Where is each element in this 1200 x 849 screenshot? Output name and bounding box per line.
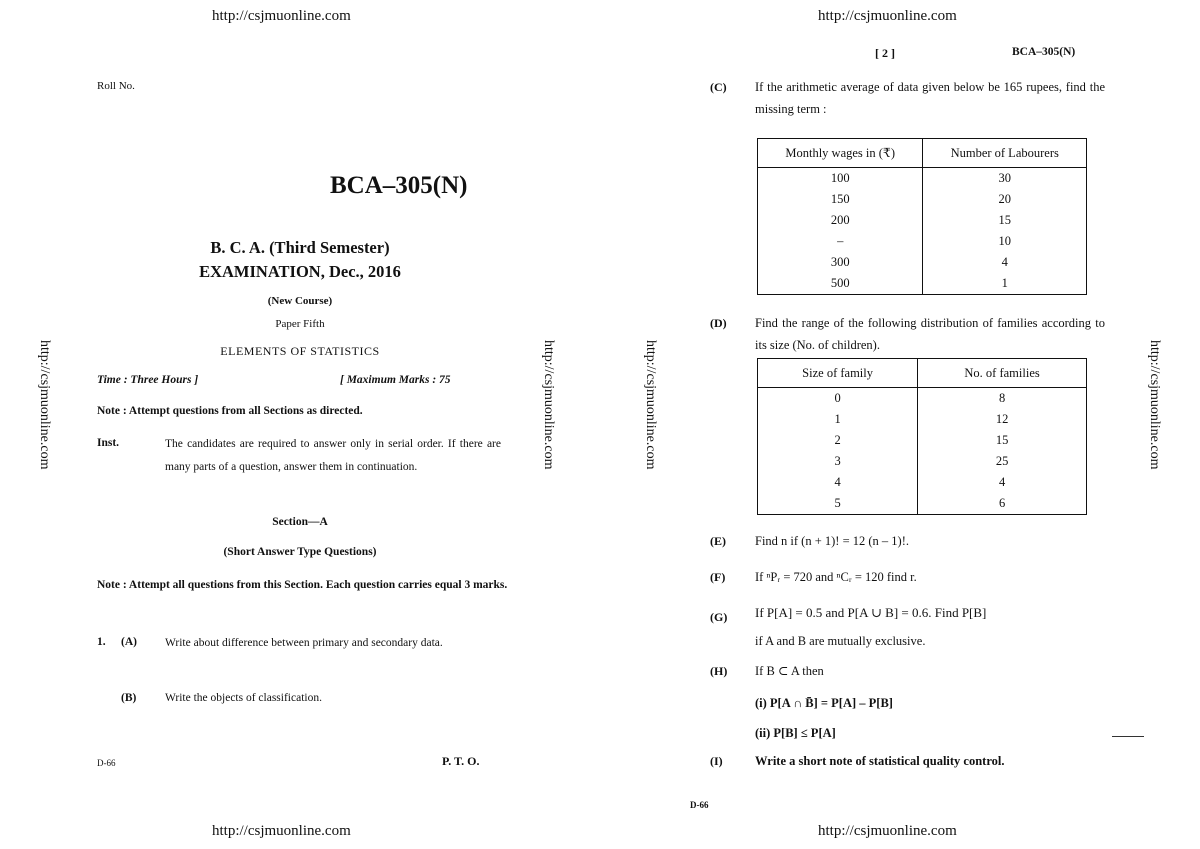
inst-text: The candidates are required to answer only in serial order. If there are many parts of a question, answer them in continuation.	[165, 438, 501, 473]
question-1-number: 1.	[97, 636, 106, 648]
side-url-mid-right: http://csjmuonline.com	[643, 340, 658, 470]
table-cell: 300	[758, 252, 923, 273]
exam-title-line2: EXAMINATION, Dec., 2016	[199, 262, 401, 281]
inst-label: Inst.	[97, 437, 120, 449]
question-h-part-ii: (ii) P[B] ≤ P[A]	[755, 726, 836, 740]
question-i-label: (I)	[710, 754, 723, 768]
question-1a-label: (A)	[121, 636, 137, 648]
question-h-text: If B ⊂ A then	[755, 664, 824, 678]
header-url-left: http://csjmuonline.com	[212, 8, 351, 24]
paper-code: BCA–305(N)	[330, 172, 468, 199]
table-cell: 6	[918, 493, 1087, 515]
section-subtitle: (Short Answer Type Questions)	[223, 546, 377, 558]
question-1a-text: Write about difference between primary and secondary data.	[165, 637, 443, 649]
table-cell: 30	[923, 168, 1087, 190]
footer-url-right: http://csjmuonline.com	[818, 823, 957, 839]
table-cell: 8	[918, 388, 1087, 410]
question-i-text: Write a short note of statistical quality control.	[755, 754, 1005, 768]
question-f-label: (F)	[710, 570, 726, 584]
table-cell: 15	[923, 210, 1087, 231]
question-1b-text: Write the objects of classification.	[165, 692, 322, 704]
subject-title: ELEMENTS OF STATISTICS	[220, 344, 380, 358]
table-row	[758, 273, 1087, 295]
table-cell: 4	[923, 252, 1087, 273]
table-row	[758, 430, 1087, 451]
question-d-label: (D)	[710, 316, 727, 330]
table-cell: 100	[758, 168, 923, 190]
table-header-cell: Monthly wages in (₹)	[758, 139, 923, 168]
table-cell: 4	[918, 472, 1087, 493]
table-header-cell: No. of families	[918, 359, 1087, 388]
question-c-text: If the arithmetic average of data given below be 165 rupees, find the missing term :	[755, 80, 1105, 116]
course-label: (New Course)	[267, 295, 333, 307]
side-url-left: http://csjmuonline.com	[37, 340, 52, 470]
paper-code-right: BCA–305(N)	[1012, 46, 1076, 58]
table-header-cell: Number of Labourers	[923, 139, 1087, 168]
table-row	[758, 472, 1087, 493]
table-cell: 200	[758, 210, 923, 231]
footer-code-right: D-66	[690, 800, 709, 810]
table-cell: 15	[918, 430, 1087, 451]
table-header-cell: Size of family	[758, 359, 918, 388]
table-row	[758, 409, 1087, 430]
table-cell: 4	[758, 472, 918, 493]
header-url-right: http://csjmuonline.com	[818, 8, 957, 24]
max-marks-label: [ Maximum Marks : 75	[340, 374, 451, 386]
question-e-label: (E)	[710, 534, 726, 548]
table-cell: 20	[923, 189, 1087, 210]
section-title: Section—A	[272, 516, 328, 528]
table-row	[758, 388, 1087, 410]
table-row	[758, 231, 1087, 252]
table-cell: 3	[758, 451, 918, 472]
table-cell: 150	[758, 189, 923, 210]
table-cell: 10	[923, 231, 1087, 252]
family-table	[757, 358, 1087, 515]
question-1b-label: (B)	[121, 692, 137, 704]
page-number: [ 2 ]	[875, 46, 895, 60]
table-cell: 500	[758, 273, 923, 295]
table-header-row	[758, 359, 1087, 388]
roll-no-label: Roll No.	[97, 80, 135, 92]
question-c-label: (C)	[710, 80, 727, 94]
question-g-text: If P[A] = 0.5 and P[A ∪ B] = 0.6. Find P[B]	[755, 605, 987, 620]
table-row	[758, 451, 1087, 472]
scan-mark-line	[1112, 736, 1144, 737]
side-url-right: http://csjmuonline.com	[1147, 340, 1162, 470]
table-row	[758, 210, 1087, 231]
table-row	[758, 252, 1087, 273]
table-row	[758, 493, 1087, 515]
question-g-label: (G)	[710, 610, 728, 624]
time-label: Time : Three Hours ]	[97, 374, 199, 386]
table-cell: –	[758, 231, 923, 252]
footer-code-left: D-66	[97, 758, 116, 768]
table-cell: 5	[758, 493, 918, 515]
side-url-mid-left: http://csjmuonline.com	[541, 340, 556, 470]
question-f-text: If ⁿPᵣ = 720 and ⁿCᵣ = 120 find r.	[755, 570, 917, 584]
table-cell: 2	[758, 430, 918, 451]
paper-label: Paper Fifth	[275, 318, 325, 330]
question-g-text-2: if A and B are mutually exclusive.	[755, 634, 926, 648]
question-d-text: Find the range of the following distribution of families according to its size (No. of children).	[755, 316, 1105, 352]
note-section-a: Note : Attempt all questions from this Section. Each question carries equal 3 marks.	[97, 579, 508, 591]
right-page	[600, 0, 1200, 849]
wages-table	[757, 138, 1087, 295]
table-cell: 12	[918, 409, 1087, 430]
question-e-text: Find n if (n + 1)! = 12 (n – 1)!.	[755, 534, 910, 548]
note-sections: Note : Attempt questions from all Sections as directed.	[97, 405, 363, 417]
table-cell: 25	[918, 451, 1087, 472]
table-row	[758, 168, 1087, 190]
table-cell: 0	[758, 388, 918, 410]
table-row	[758, 189, 1087, 210]
exam-title-line1: B. C. A. (Third Semester)	[210, 238, 390, 257]
question-h-part-i: (i) P[A ∩ B̄] = P[A] – P[B]	[755, 696, 893, 710]
table-cell: 1	[923, 273, 1087, 295]
table-cell: 1	[758, 409, 918, 430]
question-h-label: (H)	[710, 664, 728, 678]
table-header-row	[758, 139, 1087, 168]
pto-label: P. T. O.	[442, 754, 480, 768]
footer-url-left: http://csjmuonline.com	[212, 823, 351, 839]
